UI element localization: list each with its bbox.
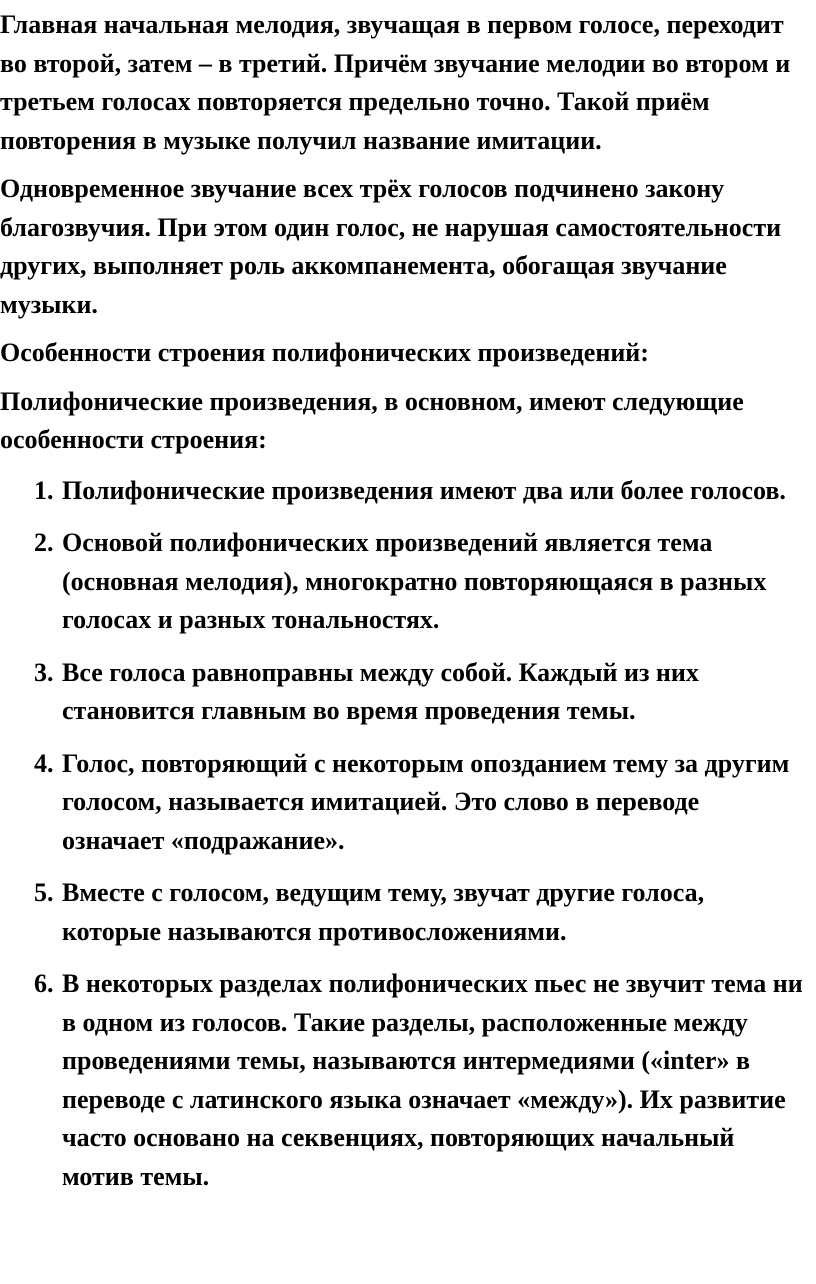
paragraph-euphony: Одновременное звучание всех трёх голосов подчинено закону благозвучия. При этом один голос, не нарушая самостоятельности других, выполняет роль аккомпанемента, обогащая звучание музыки. (0, 174, 782, 319)
list-item-number: 2. (34, 528, 54, 557)
list-item-text: Вместе с голосом, ведущим тему, звучат другие голоса, которые называются противосложениями. (62, 878, 705, 946)
paragraph-imitation: Главная начальная мелодия, звучащая в первом голосе, переходит во второй, затем – в третий. Причём звучание мелодии во втором и третьем голосах повторяется предельно точно. Такой приём повторения в музыке получил название имитации. (0, 10, 791, 155)
list-item (0, 524, 804, 640)
list-item-number: 1. (34, 475, 54, 505)
list-item-number: 5. (34, 878, 54, 907)
list-item (0, 965, 804, 1196)
list-item-number: 6. (34, 969, 54, 998)
list-item-text: В некоторых разделах полифонических пьес не звучит тема ни в одном из голосов. Такие разделы, расположенные между проведениями темы, называются интермедиями («inter» в переводе с латинского языка означает «между»). Их развитие часто основано на секвенциях, повторяющих начальный мотив темы. (62, 969, 803, 1191)
list-item-number: 4. (34, 748, 54, 778)
list-item (0, 472, 804, 511)
list-item-text: Полифонические произведения имеют два или более голосов. (62, 475, 786, 505)
list-item-text: Все голоса равноправны между собой. Каждый из них становится главным во время проведения темы. (62, 657, 699, 725)
features-list (0, 472, 804, 1197)
list-item (0, 745, 804, 861)
intro-paragraph: Полифонические произведения, в основном, имеют следующие особенности строения: (0, 386, 744, 454)
list-item-text: Основой полифонических произведений является тема (основная мелодия), многократно повторяющаяся в разных голосах и разных тональностях. (62, 528, 767, 634)
list-item (0, 874, 804, 951)
list-item-number: 3. (34, 657, 54, 687)
section-heading: Особенности строения полифонических произведений: (0, 338, 649, 367)
list-item (0, 654, 804, 731)
list-item-text: Голос, повторяющий с некоторым опозданием тему за другим голосом, называется имитацией. Это слово в переводе означает «подражание». (62, 748, 790, 855)
